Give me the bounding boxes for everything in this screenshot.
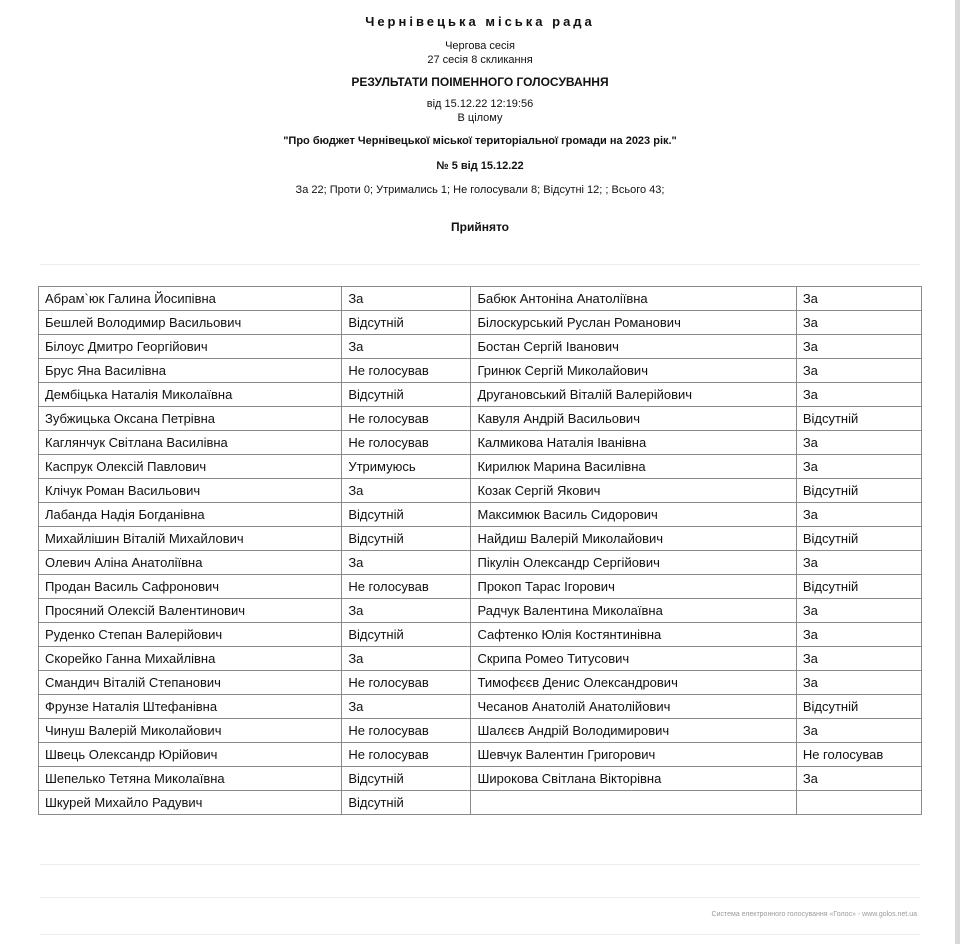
deputy-name-cell: Фрунзе Наталія Штефанівна: [39, 695, 342, 719]
vote-cell: За: [342, 335, 471, 359]
deputy-name-cell: Бостан Сергій Іванович: [471, 335, 796, 359]
vote-cell: Відсутній: [796, 407, 921, 431]
document-title: РЕЗУЛЬТАТИ ПОІМЕННОГО ГОЛОСУВАННЯ: [351, 75, 609, 89]
deputy-name-cell: Прокоп Тарас Ігорович: [471, 575, 796, 599]
vote-cell: Відсутній: [796, 575, 921, 599]
table-row: [39, 503, 922, 527]
vote-datetime: від 15.12.22 12:19:56: [426, 98, 534, 110]
deputy-name-cell: Дембіцька Наталія Миколаївна: [39, 383, 342, 407]
deputy-name-cell: Радчук Валентина Миколаївна: [471, 599, 796, 623]
vote-cell: Не голосував: [342, 431, 471, 455]
deputy-name-cell: Другановський Віталій Валерійович: [471, 383, 796, 407]
vote-cell: За: [342, 287, 471, 311]
table-row: [39, 719, 922, 743]
votes-table: [38, 286, 922, 815]
deputy-name-cell: Калмикова Наталія Іванівна: [471, 431, 796, 455]
deputy-name-cell: Просяний Олексій Валентинович: [39, 599, 342, 623]
deputy-name-cell: Зубжицька Оксана Петрівна: [39, 407, 342, 431]
table-row: [39, 527, 922, 551]
vote-cell: Не голосував: [342, 407, 471, 431]
deputy-name-cell: Кирилюк Марина Василівна: [471, 455, 796, 479]
vote-cell: Відсутній: [796, 479, 921, 503]
vote-cell: За: [342, 551, 471, 575]
deputy-name-cell: [471, 791, 796, 815]
deputy-name-cell: Козак Сергій Якович: [471, 479, 796, 503]
footer-system-note: Система електронного голосування «Голос» - www.golos.net.ua: [711, 911, 917, 918]
deputy-name-cell: Шепелько Тетяна Миколаївна: [39, 767, 342, 791]
table-row: [39, 575, 922, 599]
deputy-name-cell: Чинуш Валерій Миколайович: [39, 719, 342, 743]
deputy-name-cell: Максимюк Василь Сидорович: [471, 503, 796, 527]
deputy-name-cell: Брус Яна Василівна: [39, 359, 342, 383]
deputy-name-cell: Смандич Віталій Степанович: [39, 671, 342, 695]
deputy-name-cell: Чесанов Анатолій Анатолійович: [471, 695, 796, 719]
table-row: [39, 551, 922, 575]
vote-cell: Відсутній: [342, 527, 471, 551]
table-row: [39, 671, 922, 695]
vote-cell: За: [342, 695, 471, 719]
deputy-name-cell: Шалєєв Андрій Володимирович: [471, 719, 796, 743]
vote-cell: За: [796, 287, 921, 311]
table-row: [39, 359, 922, 383]
table-row: [39, 791, 922, 815]
vote-cell: За: [796, 647, 921, 671]
decision-number: № 5 від 15.12.22: [436, 160, 524, 172]
vote-cell: За: [796, 671, 921, 695]
vote-cell: Не голосував: [342, 359, 471, 383]
deputy-name-cell: Олевич Аліна Анатоліївна: [39, 551, 342, 575]
table-row: [39, 479, 922, 503]
vote-cell: Відсутній: [796, 527, 921, 551]
deputy-name-cell: Абрам`юк Галина Йосипівна: [39, 287, 342, 311]
deputy-name-cell: Білоус Дмитро Георгійович: [39, 335, 342, 359]
table-row: [39, 647, 922, 671]
vote-cell: За: [796, 599, 921, 623]
decision-title: "Про бюджет Чернівецької міської територіальної громади на 2023 рік.": [283, 135, 677, 147]
table-row: [39, 743, 922, 767]
table-row: [39, 431, 922, 455]
vote-cell: Не голосував: [342, 743, 471, 767]
vote-cell: Відсутній: [342, 383, 471, 407]
vote-cell: За: [796, 311, 921, 335]
vote-cell: Відсутній: [342, 791, 471, 815]
vote-cell: Не голосував: [342, 671, 471, 695]
deputy-name-cell: Пікулін Олександр Сергійович: [471, 551, 796, 575]
vote-cell: За: [342, 479, 471, 503]
vote-cell: Відсутній: [342, 311, 471, 335]
vote-cell: За: [796, 719, 921, 743]
divider: [40, 934, 920, 935]
deputy-name-cell: Михайлішин Віталій Михайлович: [39, 527, 342, 551]
table-row: [39, 335, 922, 359]
vote-cell: [796, 791, 921, 815]
deputy-name-cell: Тимофєєв Денис Олександрович: [471, 671, 796, 695]
vote-cell: За: [796, 431, 921, 455]
divider: [40, 264, 920, 265]
divider: [40, 897, 920, 898]
vote-totals: За 22; Проти 0; Утримались 1; Не голосували 8; Відсутні 12; ; Всього 43;: [295, 184, 665, 196]
vote-cell: Не голосував: [796, 743, 921, 767]
vote-result: Прийнято: [450, 220, 509, 234]
table-row: [39, 623, 922, 647]
page-edge: [955, 0, 960, 944]
deputy-name-cell: Шевчук Валентин Григорович: [471, 743, 796, 767]
vote-cell: Не голосував: [342, 575, 471, 599]
table-row: [39, 695, 922, 719]
deputy-name-cell: Скрипа Ромео Титусович: [471, 647, 796, 671]
deputy-name-cell: Швець Олександр Юрійович: [39, 743, 342, 767]
vote-cell: За: [796, 359, 921, 383]
deputy-name-cell: Клічук Роман Васильович: [39, 479, 342, 503]
deputy-name-cell: Широкова Світлана Вікторівна: [471, 767, 796, 791]
deputy-name-cell: Бешлей Володимир Васильович: [39, 311, 342, 335]
deputy-name-cell: Продан Василь Сафронович: [39, 575, 342, 599]
table-row: [39, 599, 922, 623]
divider: [40, 864, 920, 865]
session-number: 27 сесія 8 скликання: [427, 54, 533, 66]
deputy-name-cell: Бабюк Антоніна Анатоліївна: [471, 287, 796, 311]
vote-cell: За: [796, 455, 921, 479]
vote-cell: За: [342, 647, 471, 671]
vote-cell: Відсутній: [796, 695, 921, 719]
deputy-name-cell: Найдиш Валерій Миколайович: [471, 527, 796, 551]
deputy-name-cell: Білоскурський Руслан Романович: [471, 311, 796, 335]
deputy-name-cell: Каспрук Олексій Павлович: [39, 455, 342, 479]
vote-cell: За: [796, 335, 921, 359]
table-row: [39, 455, 922, 479]
deputy-name-cell: Каглянчук Світлана Василівна: [39, 431, 342, 455]
vote-cell: За: [796, 383, 921, 407]
session-type: Чергова сесія: [445, 40, 515, 52]
table-row: [39, 767, 922, 791]
organization-name: Чернівецька міська рада: [365, 14, 595, 29]
table-row: [39, 311, 922, 335]
vote-cell: Відсутній: [342, 503, 471, 527]
deputy-name-cell: Руденко Степан Валерійович: [39, 623, 342, 647]
vote-mode: В цілому: [457, 112, 503, 124]
vote-cell: Утримуюсь: [342, 455, 471, 479]
vote-cell: Не голосував: [342, 719, 471, 743]
table-row: [39, 287, 922, 311]
deputy-name-cell: Гринюк Сергій Миколайович: [471, 359, 796, 383]
vote-cell: За: [796, 551, 921, 575]
deputy-name-cell: Лабанда Надія Богданівна: [39, 503, 342, 527]
deputy-name-cell: Сафтенко Юлія Костянтинівна: [471, 623, 796, 647]
vote-cell: За: [342, 599, 471, 623]
deputy-name-cell: Шкурей Михайло Радувич: [39, 791, 342, 815]
vote-cell: Відсутній: [342, 623, 471, 647]
table-row: [39, 383, 922, 407]
table-row: [39, 407, 922, 431]
deputy-name-cell: Кавуля Андрій Васильович: [471, 407, 796, 431]
vote-cell: За: [796, 767, 921, 791]
vote-cell: Відсутній: [342, 767, 471, 791]
vote-cell: За: [796, 623, 921, 647]
vote-cell: За: [796, 503, 921, 527]
deputy-name-cell: Скорейко Ганна Михайлівна: [39, 647, 342, 671]
